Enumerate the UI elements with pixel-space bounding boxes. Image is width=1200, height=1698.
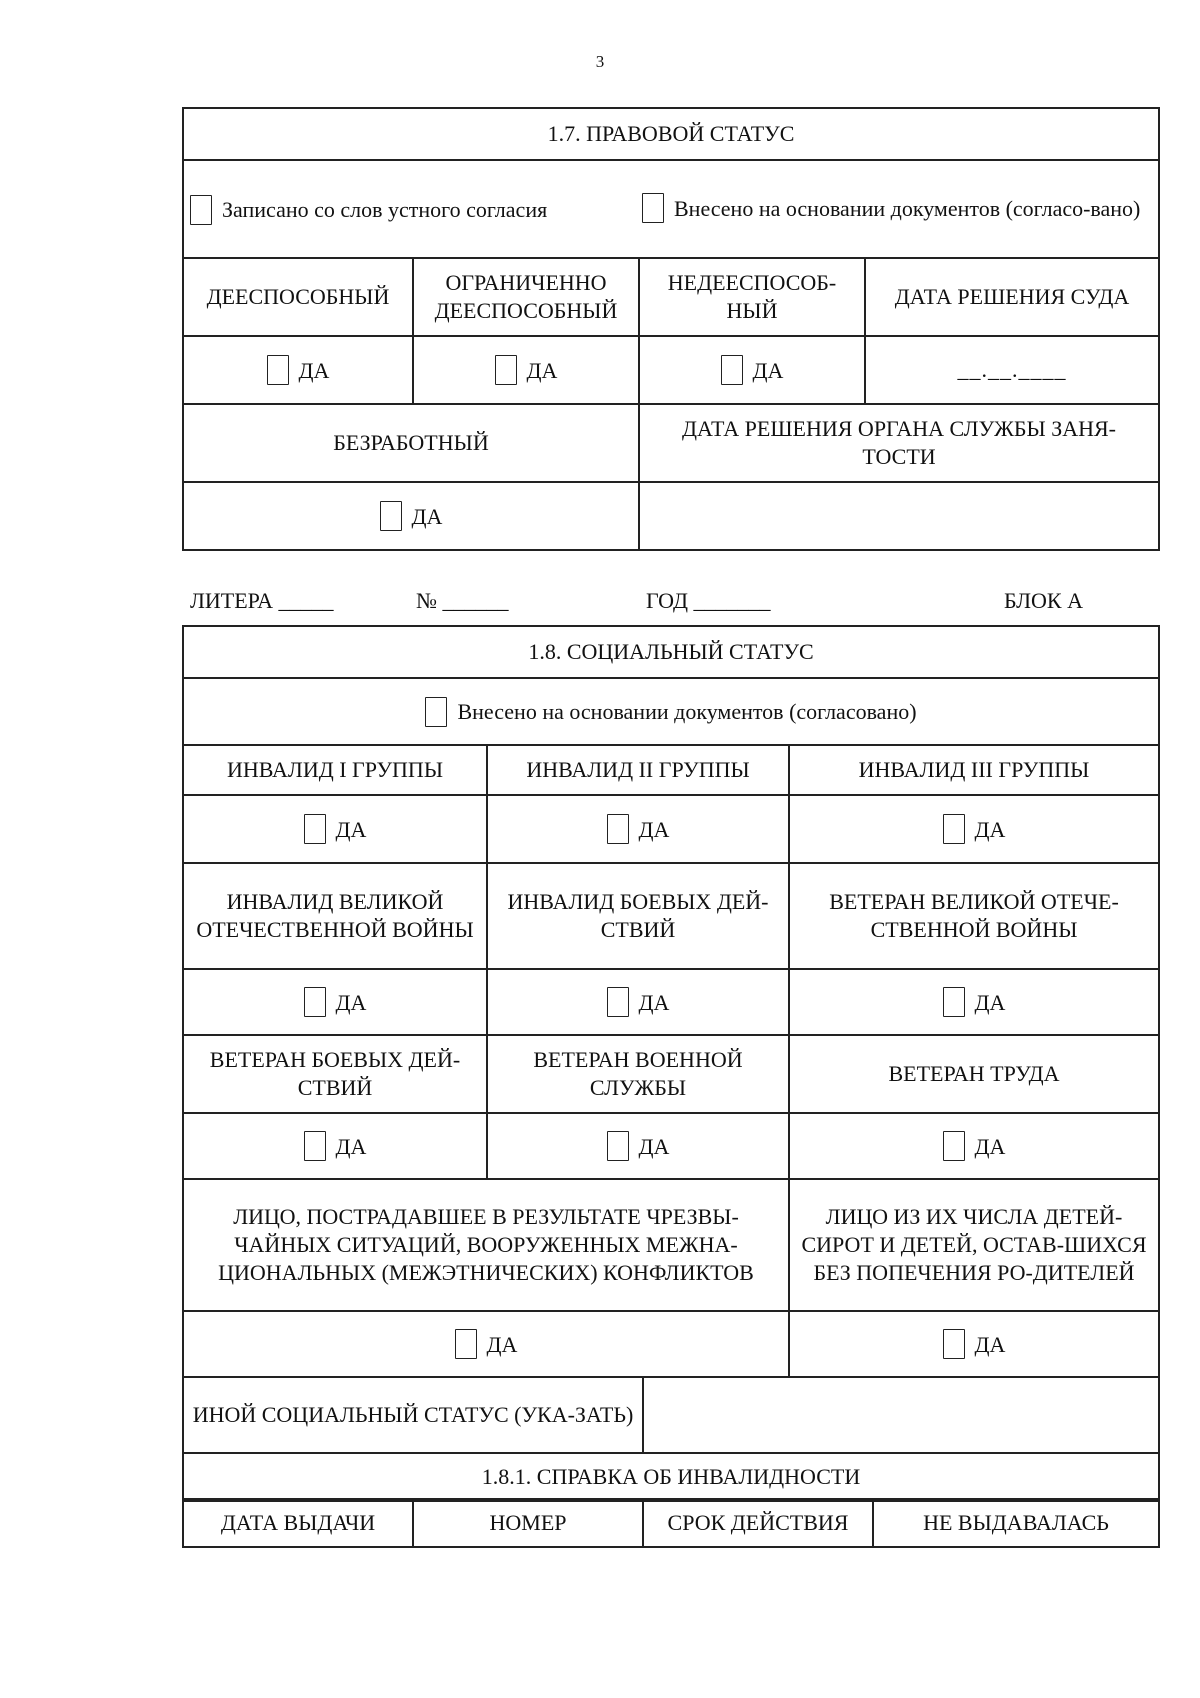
- social-consent-label: Внесено на основании документов (согласовано): [457, 698, 917, 724]
- consent-oral-checkbox[interactable]: [190, 195, 212, 225]
- yes-label: ДА: [638, 1133, 670, 1159]
- header-disabled-3: ИНВАЛИД III ГРУППЫ: [789, 745, 1159, 795]
- header-other-status: ИНОЙ СОЦИАЛЬНЫЙ СТАТУС (УКА-ЗАТЬ): [183, 1377, 643, 1453]
- yes-label: ДА: [486, 1331, 518, 1357]
- wwii-disabled-yes-cell: [183, 969, 487, 1035]
- yes-label: ДА: [974, 816, 1006, 842]
- yes-label: ДА: [974, 989, 1006, 1015]
- record-meta-row: [0, 588, 1200, 618]
- header-wwii-disabled: ИНВАЛИД ВЕЛИКОЙ ОТЕЧЕСТВЕННОЙ ВОЙНЫ: [183, 863, 487, 969]
- yes-label: ДА: [752, 357, 784, 383]
- col-number: НОМЕР: [413, 1499, 643, 1547]
- header-combat-disabled: ИНВАЛИД БОЕВЫХ ДЕЙ-СТВИЙ: [487, 863, 789, 969]
- wwii-disabled-checkbox[interactable]: [304, 987, 326, 1017]
- header-incapable: НЕДЕЕСПОСОБ-НЫЙ: [639, 258, 865, 336]
- disabled-2-yes-cell: [487, 795, 789, 863]
- header-wwii-veteran: ВЕТЕРАН ВЕЛИКОЙ ОТЕЧЕ-СТВЕННОЙ ВОЙНЫ: [789, 863, 1159, 969]
- capable-yes-cell: [183, 336, 413, 404]
- page-number: 3: [595, 52, 605, 71]
- social-consent-checkbox[interactable]: [425, 697, 447, 727]
- incapable-yes-cell: [639, 336, 865, 404]
- yes-label: ДА: [335, 1133, 367, 1159]
- court-date-blank: __.__.____: [957, 357, 1067, 382]
- header-employment-date: ДАТА РЕШЕНИЯ ОРГАНА СЛУЖБЫ ЗАНЯ-ТОСТИ: [639, 404, 1159, 482]
- consent-docs-option[interactable]: [642, 195, 1152, 223]
- header-capable: ДЕЕСПОСОБНЫЙ: [183, 258, 413, 336]
- disability-cert-title: 1.8.1. СПРАВКА ОБ ИНВАЛИДНОСТИ: [183, 1453, 1159, 1501]
- emergency-victim-checkbox[interactable]: [455, 1329, 477, 1359]
- header-court-date: ДАТА РЕШЕНИЯ СУДА: [865, 258, 1159, 336]
- header-disabled-1: ИНВАЛИД I ГРУППЫ: [183, 745, 487, 795]
- col-not-issued: НЕ ВЫДАВАЛАСЬ: [873, 1499, 1159, 1547]
- number-field[interactable]: № ______: [416, 588, 509, 613]
- legal-status-table: [182, 107, 1160, 551]
- disability-cert-table: [182, 1498, 1160, 1548]
- other-status-table: [182, 1376, 1160, 1502]
- disabled-3-yes-cell: [789, 795, 1159, 863]
- unemployed-checkbox[interactable]: [380, 501, 402, 531]
- header-military-veteran: ВЕТЕРАН ВОЕННОЙ СЛУЖБЫ: [487, 1035, 789, 1113]
- year-field[interactable]: ГОД _______: [646, 588, 771, 613]
- yes-label: ДА: [974, 1331, 1006, 1357]
- unemployed-yes-cell: [183, 482, 639, 550]
- legal-consent-row: [183, 160, 1159, 258]
- yes-label: ДА: [974, 1133, 1006, 1159]
- header-limited: ОГРАНИЧЕННО ДЕЕСПОСОБНЫЙ: [413, 258, 639, 336]
- combat-veteran-yes-cell: [183, 1113, 487, 1179]
- social-consent-row: [183, 678, 1159, 745]
- social-status-table: [182, 625, 1160, 746]
- consent-oral-label: Записано со слов устного согласия: [222, 197, 548, 222]
- header-unemployed: БЕЗРАБОТНЫЙ: [183, 404, 639, 482]
- social-status-grid: [182, 744, 1160, 1378]
- col-validity: СРОК ДЕЙСТВИЯ: [643, 1499, 873, 1547]
- yes-label: ДА: [335, 989, 367, 1015]
- combat-veteran-checkbox[interactable]: [304, 1131, 326, 1161]
- social-status-title: 1.8. СОЦИАЛЬНЫЙ СТАТУС: [183, 626, 1159, 678]
- header-orphans: ЛИЦО ИЗ ИХ ЧИСЛА ДЕТЕЙ-СИРОТ И ДЕТЕЙ, ОСТАВ-ШИХСЯ БЕЗ ПОПЕЧЕНИЯ РО-ДИТЕЛЕЙ: [789, 1179, 1159, 1311]
- employment-date-field[interactable]: [639, 482, 1159, 550]
- military-veteran-yes-cell: [487, 1113, 789, 1179]
- orphans-yes-cell: [789, 1311, 1159, 1377]
- disabled-1-yes-cell: [183, 795, 487, 863]
- legal-status-title: 1.7. ПРАВОВОЙ СТАТУС: [183, 108, 1159, 160]
- emergency-victim-yes-cell: [183, 1311, 789, 1377]
- labor-veteran-yes-cell: [789, 1113, 1159, 1179]
- consent-docs-checkbox[interactable]: [642, 193, 664, 223]
- disabled-3-checkbox[interactable]: [943, 814, 965, 844]
- yes-label: ДА: [298, 357, 330, 383]
- block-label: БЛОК А: [1004, 588, 1083, 613]
- disabled-2-checkbox[interactable]: [607, 814, 629, 844]
- court-date-field[interactable]: [865, 336, 1159, 404]
- yes-label: ДА: [411, 503, 443, 529]
- limited-checkbox[interactable]: [495, 355, 517, 385]
- header-labor-veteran: ВЕТЕРАН ТРУДА: [789, 1035, 1159, 1113]
- other-status-field[interactable]: [643, 1377, 1159, 1453]
- header-emergency-victim: ЛИЦО, ПОСТРАДАВШЕЕ В РЕЗУЛЬТАТЕ ЧРЕЗВЫ-ЧАЙНЫХ СИТУАЦИЙ, ВООРУЖЕННЫХ МЕЖНА-ЦИОНАЛЬНЫХ (МЕЖЭТНИЧЕСКИХ) КОНФЛИКТОВ: [183, 1179, 789, 1311]
- military-veteran-checkbox[interactable]: [607, 1131, 629, 1161]
- yes-label: ДА: [526, 357, 558, 383]
- incapable-checkbox[interactable]: [721, 355, 743, 385]
- capable-checkbox[interactable]: [267, 355, 289, 385]
- labor-veteran-checkbox[interactable]: [943, 1131, 965, 1161]
- yes-label: ДА: [638, 989, 670, 1015]
- litera-field[interactable]: ЛИТЕРА _____: [190, 588, 334, 613]
- wwii-veteran-checkbox[interactable]: [943, 987, 965, 1017]
- header-combat-veteran: ВЕТЕРАН БОЕВЫХ ДЕЙ-СТВИЙ: [183, 1035, 487, 1113]
- header-disabled-2: ИНВАЛИД II ГРУППЫ: [487, 745, 789, 795]
- combat-disabled-checkbox[interactable]: [607, 987, 629, 1017]
- col-issue-date: ДАТА ВЫДАЧИ: [183, 1499, 413, 1547]
- yes-label: ДА: [638, 816, 670, 842]
- combat-disabled-yes-cell: [487, 969, 789, 1035]
- consent-oral-option[interactable]: [190, 195, 642, 225]
- orphans-checkbox[interactable]: [943, 1329, 965, 1359]
- consent-docs-label: Внесено на основании документов (согласо-вано): [674, 196, 1141, 221]
- limited-yes-cell: [413, 336, 639, 404]
- yes-label: ДА: [335, 816, 367, 842]
- wwii-veteran-yes-cell: [789, 969, 1159, 1035]
- disabled-1-checkbox[interactable]: [304, 814, 326, 844]
